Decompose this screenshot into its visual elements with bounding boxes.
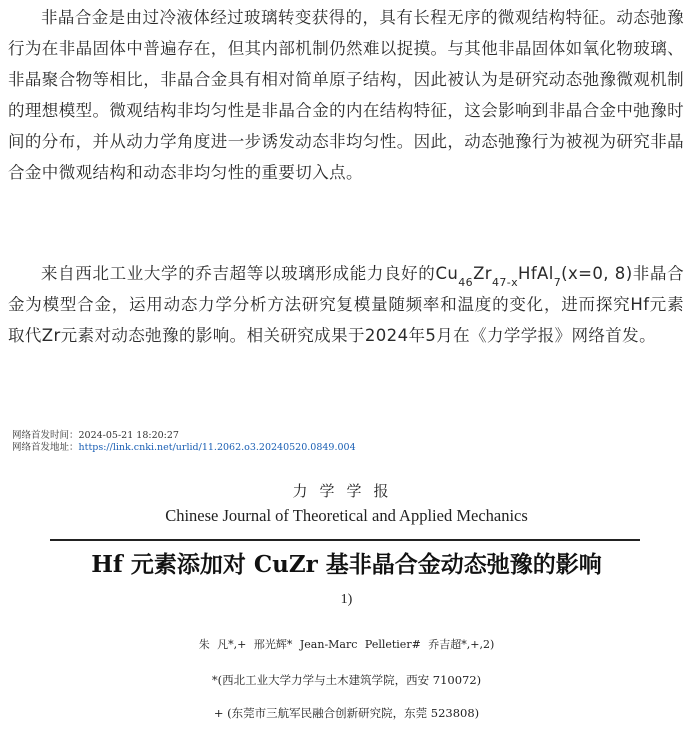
affiliation-2: + (东莞市三航军民融合创新研究院，东莞 523808) [213,706,480,720]
paper-title: Hf 元素添加对 CuZr 基非晶合金动态弛豫的影响 [91,551,602,578]
online-publish-address-label: 网络首发地址： [12,442,79,453]
paragraph-2-lead: 来自西北工业大学的乔吉超等以玻璃形成能力良好的Cu [41,264,459,283]
title-footnote-mark: 1) [340,592,353,607]
online-publish-address [12,442,356,454]
element-hf-al: HfAl [518,264,554,283]
online-publish-url-link[interactable]: https://link.cnki.net/urlid/11.2062.o3.20240520.0849.004 [78,442,356,453]
author-list: 朱 凡*,+ 邢光辉* Jean-Marc Pelletier# 乔吉超*,+,2) [198,638,495,651]
journal-name-en: Chinese Journal of Theoretical and Applied Mechanics [165,506,528,525]
online-publish-time: 网络首发时间：2024-05-21 18:20:27 [12,430,179,441]
intro-paragraph-1: 非晶合金是由过冷液体经过玻璃转变获得的，具有长程无序的微观结构特征。动态弛豫行为在非晶固体中普遍存在，但其内部机制仍然难以捉摸。与其他非晶固体如氧化物玻璃、非晶聚合物等相比，非晶合金具有相对简单原子结构，因此被认为是研究动态弛豫微观机制的理想模型。微观结构非均匀性是非晶合金的内在结构特征，这会影响到非晶合金中弛豫时间的分布，并从动力学角度进一步诱发动态非均匀性。因此，动态弛豫行为被视为研究非晶合金中微观结构和动态非均匀性的重要切入点。 [8,8,684,182]
subscript-47-x: 47-x [491,276,519,290]
subscript-7: 7 [553,276,562,290]
subscript-46: 46 [458,276,474,290]
element-zr: Zr [473,264,492,283]
intro-paragraph-2 [8,258,684,351]
affiliation-1: *(西北工业大学力学与土木建筑学院，西安 710072) [211,673,482,687]
paragraph-2-tail: (x=0, 8)非晶合金为模型合金，运用动态力学分析方法研究复模量随频率和温度的变化，进而探究Hf元素取代Zr元素对动态弛豫的影响。相关研究成果于2024年5月在《力学学报》网络首发。 [8,264,684,345]
title-divider [50,539,640,541]
journal-name-cn: 力学学报 [292,482,401,500]
